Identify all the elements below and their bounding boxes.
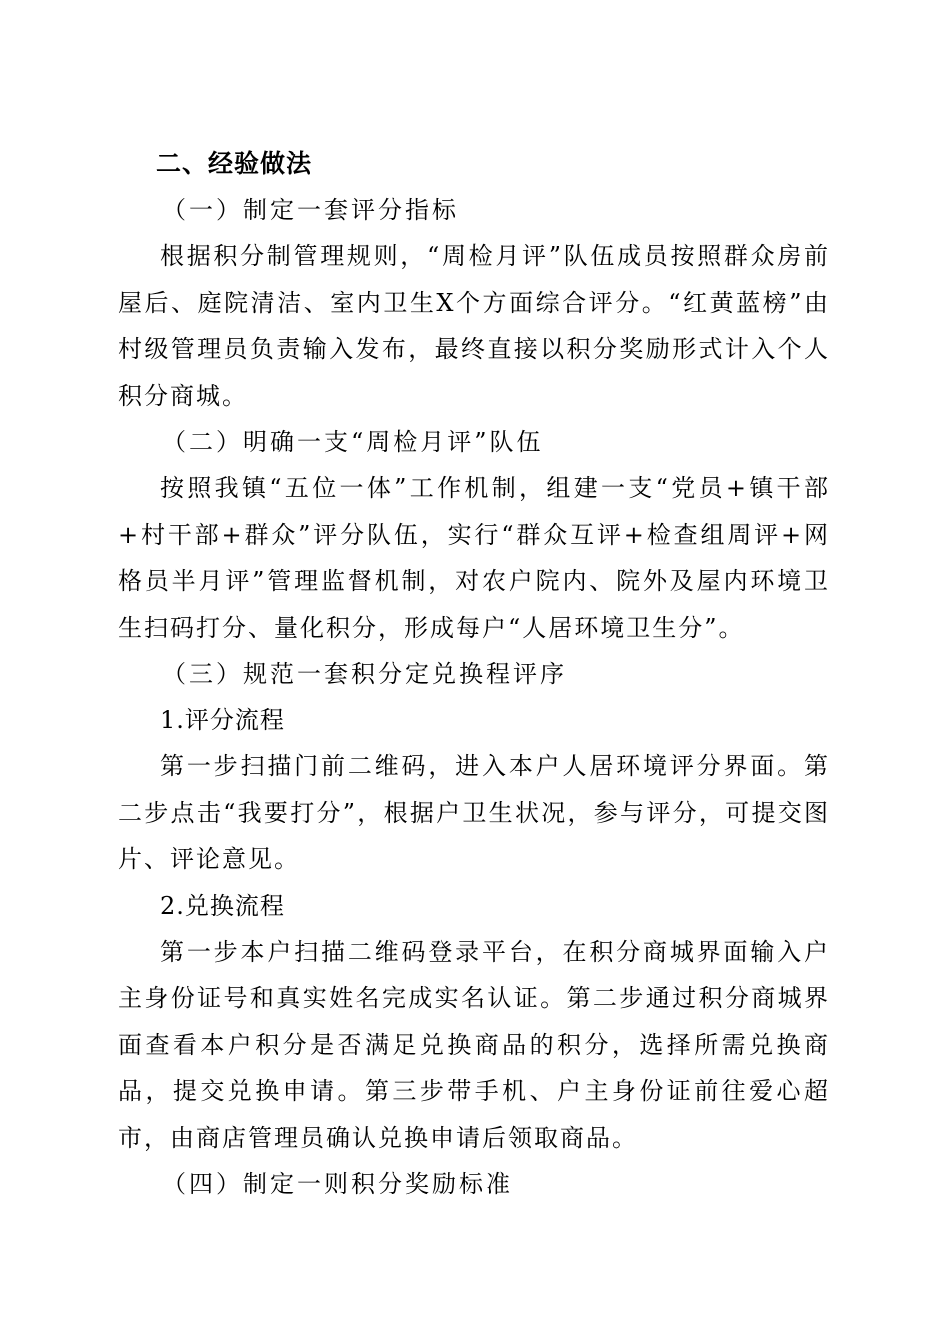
subheading-scoring-process: 1.评分流程	[160, 706, 285, 734]
paragraph-1: 根据积分制管理规则，“周检月评”队伍成员按照群众房前屋后、庭院清洁、室内卫生X个方面综合评分。“红黄蓝榜”由村级管理员负责输入发布，最终直接以积分奖励形式计入个人积分商城。	[118, 242, 830, 410]
document-body	[118, 141, 830, 1207]
paragraph-exchange-process: 第一步本户扫描二维码登录平台，在积分商城界面输入户主身份证号和真实姓名完成实名认证。第二步通过积分商城界面查看本户积分是否满足兑换商品的积分，选择所需兑换商品，提交兑换申请。第三步带手机、户主身份证前往爱心超市，由商店管理员确认兑换申请后领取商品。	[118, 937, 830, 1152]
heading-4: （四）制定一则积分奖励标准	[162, 1170, 513, 1198]
subheading-exchange-process: 2.兑换流程	[160, 891, 285, 920]
paragraph-scoring-process: 第一步扫描门前二维码，进入本户人居环境评分界面。第二步点击“我要打分”，根据户卫生状况，参与评分，可提交图片、评论意见。	[118, 752, 830, 873]
paragraph-2: 按照我镇“五位一体”工作机制，组建一支“党员+镇干部+村干部+群众”评分队伍，实行“群众互评+检查组周评+网格员半月评”管理监督机制，对农户院内、院外及屋内环境卫生扫码打分、量化积分，形成每户“人居环境卫生分”。	[118, 474, 830, 642]
section-title: 二、经验做法	[156, 149, 313, 178]
heading-3: （三）规范一套积分定兑换程评序	[162, 660, 567, 688]
heading-1: （一）制定一套评分指标	[162, 196, 459, 224]
heading-2: （二）明确一支“周检月评”队伍	[162, 428, 544, 456]
